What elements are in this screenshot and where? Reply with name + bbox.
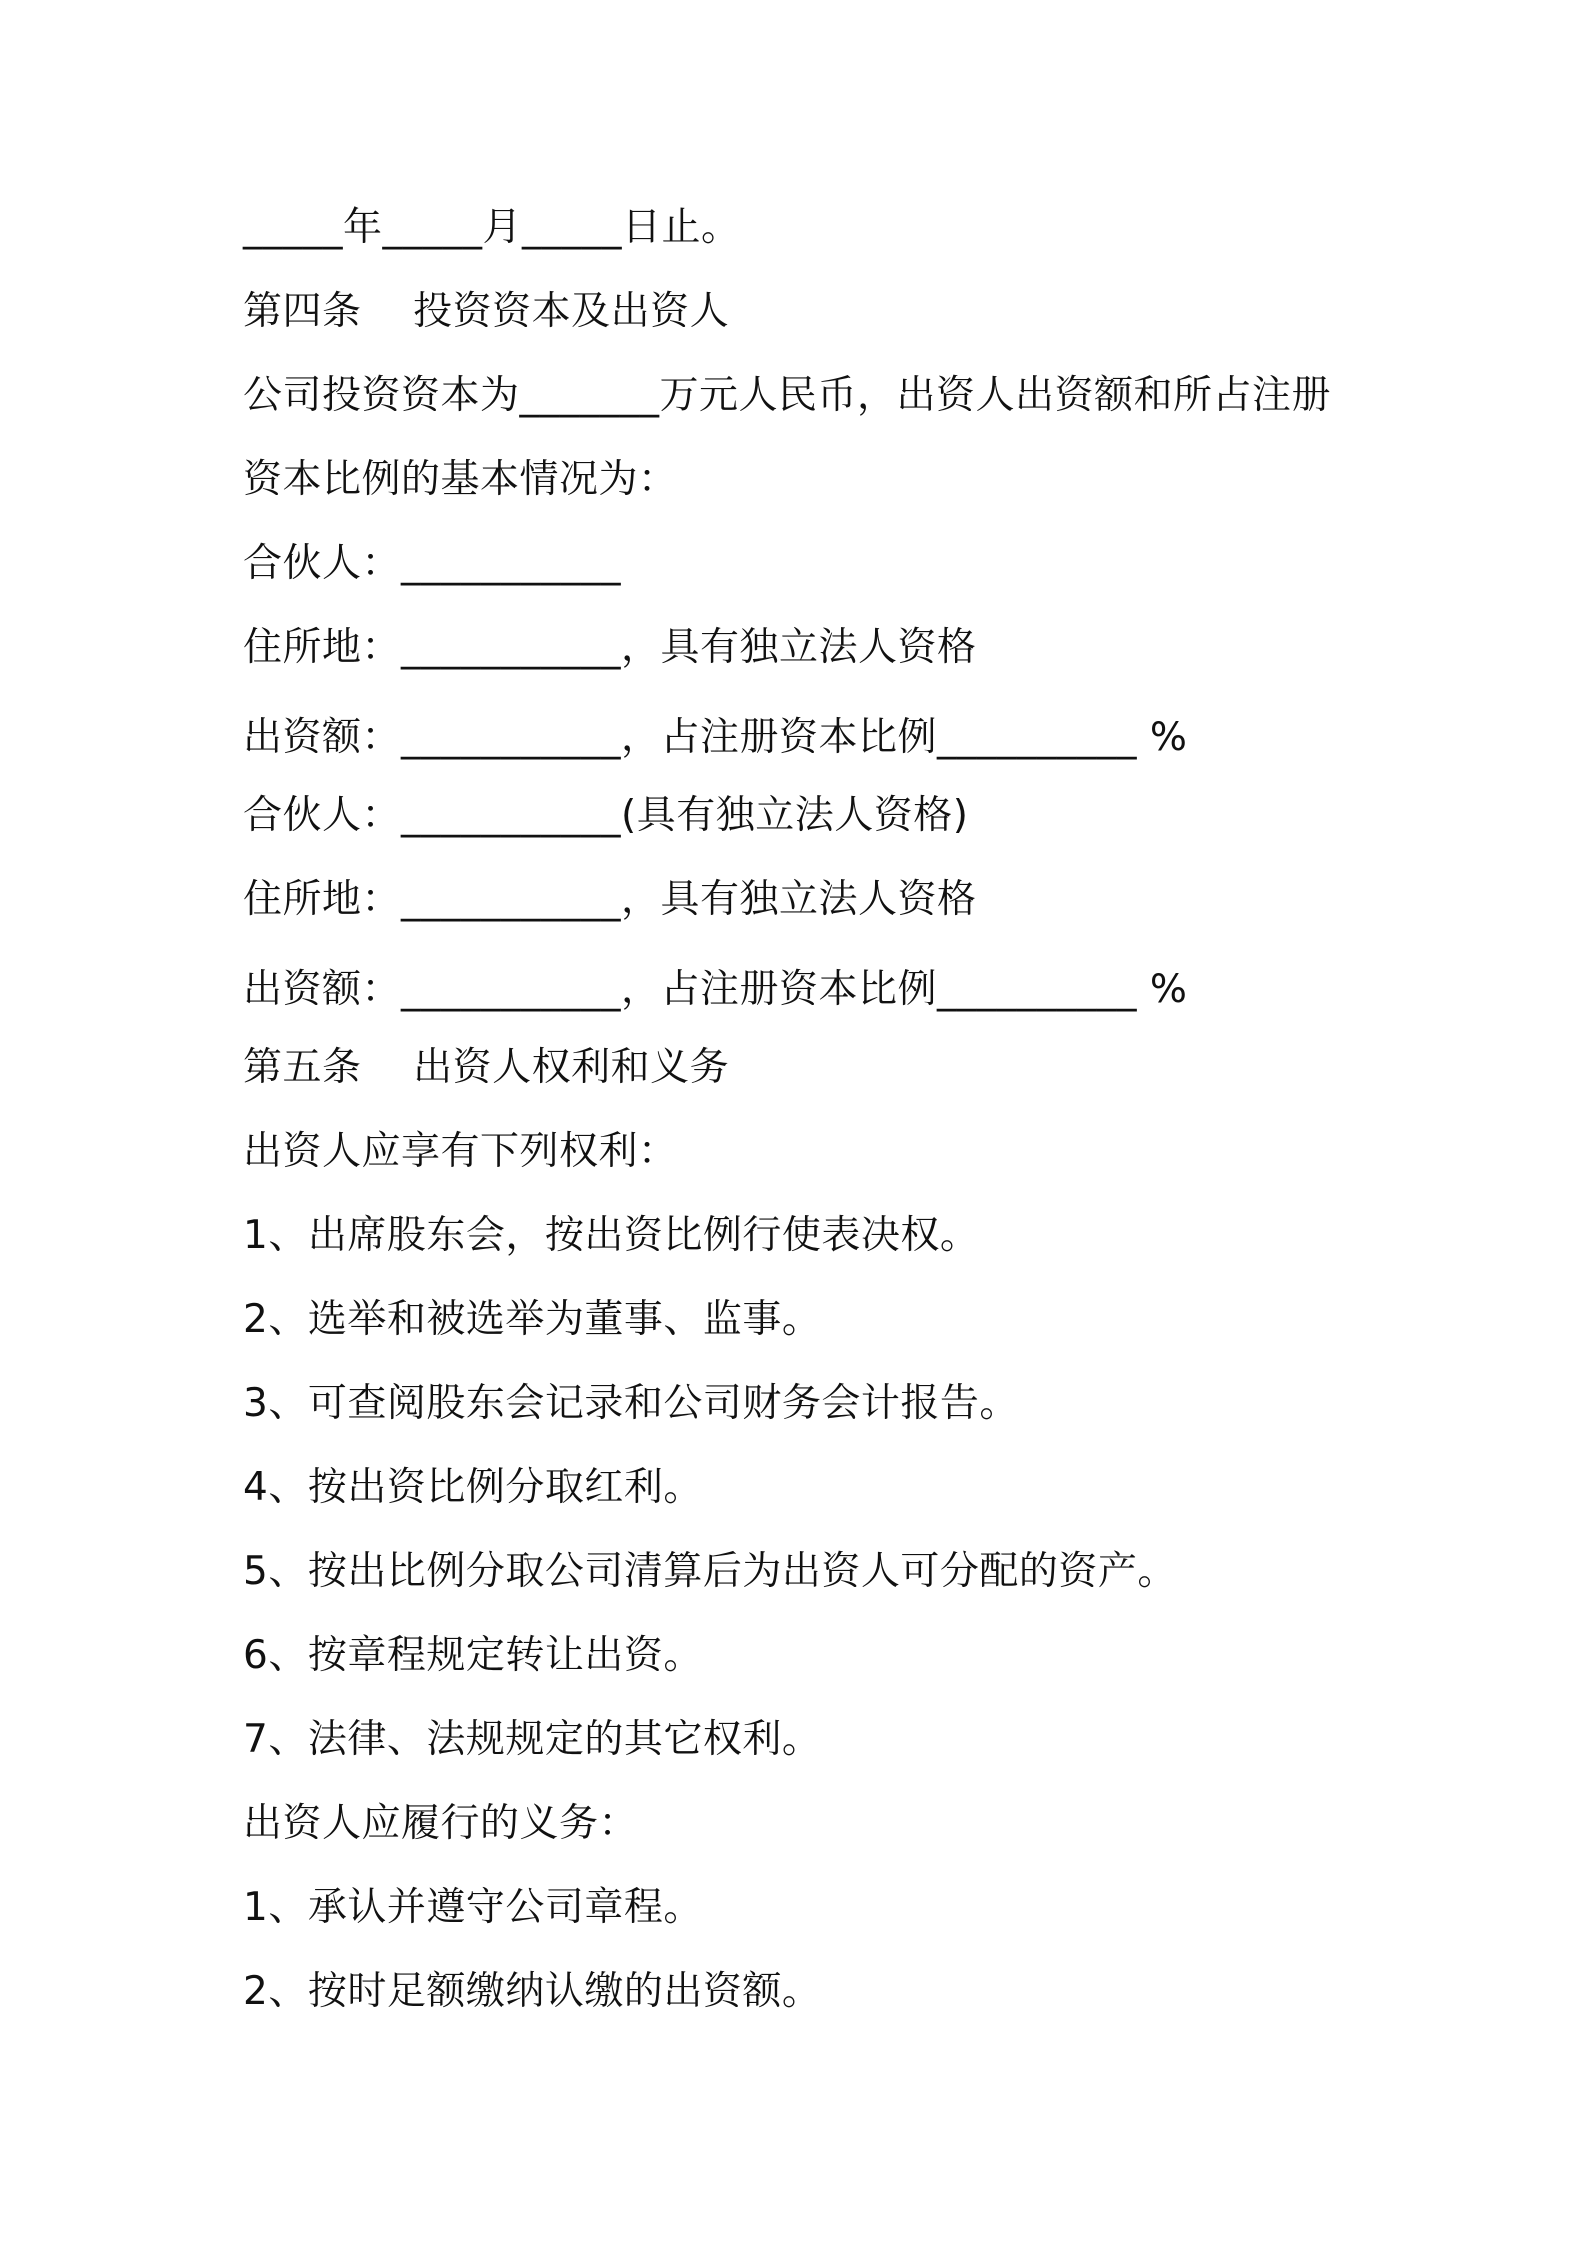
rights-heading: 出资人应享有下列权利： (243, 1129, 678, 1174)
right-item-5: 5、按出比例分取公司清算后为出资人可分配的资产。 (243, 1549, 1177, 1594)
right-item-6: 6、按章程规定转让出资。 (243, 1633, 703, 1678)
right-item-3: 3、可查阅股东会记录和公司财务会计报告。 (243, 1381, 1019, 1426)
partner-1-name: 合伙人：___________ (243, 541, 622, 586)
article-5-heading: 第五条 出资人权利和义务 (243, 1045, 730, 1090)
right-item-1: 1、出席股东会，按出资比例行使表决权。 (243, 1213, 980, 1258)
article-4-heading: 第四条 投资资本及出资人 (243, 289, 730, 334)
right-item-4: 4、按出资比例分取红利。 (243, 1465, 703, 1510)
right-item-2: 2、选举和被选举为董事、监事。 (243, 1297, 822, 1342)
partner-1-contribution: 出资额：___________，占注册资本比例__________ % (243, 715, 1188, 760)
partner-1-address: 住所地：___________，具有独立法人资格 (243, 625, 977, 670)
capital-text-line-2: 资本比例的基本情况为： (243, 457, 678, 502)
partner-2-address: 住所地：___________，具有独立法人资格 (243, 877, 977, 922)
date-end-line: _____年_____月_____日止。 (243, 205, 741, 250)
duties-heading: 出资人应履行的义务： (243, 1801, 639, 1846)
partner-2-name: 合伙人：___________(具有独立法人资格) (243, 793, 969, 838)
capital-text-line-1: 公司投资资本为_______万元人民币，出资人出资额和所占注册 (243, 373, 1332, 418)
right-item-7: 7、法律、法规规定的其它权利。 (243, 1717, 822, 1762)
duty-item-2: 2、按时足额缴纳认缴的出资额。 (243, 1969, 822, 2014)
duty-item-1: 1、承认并遵守公司章程。 (243, 1885, 703, 1930)
partner-2-contribution: 出资额：___________，占注册资本比例__________ % (243, 967, 1188, 1012)
